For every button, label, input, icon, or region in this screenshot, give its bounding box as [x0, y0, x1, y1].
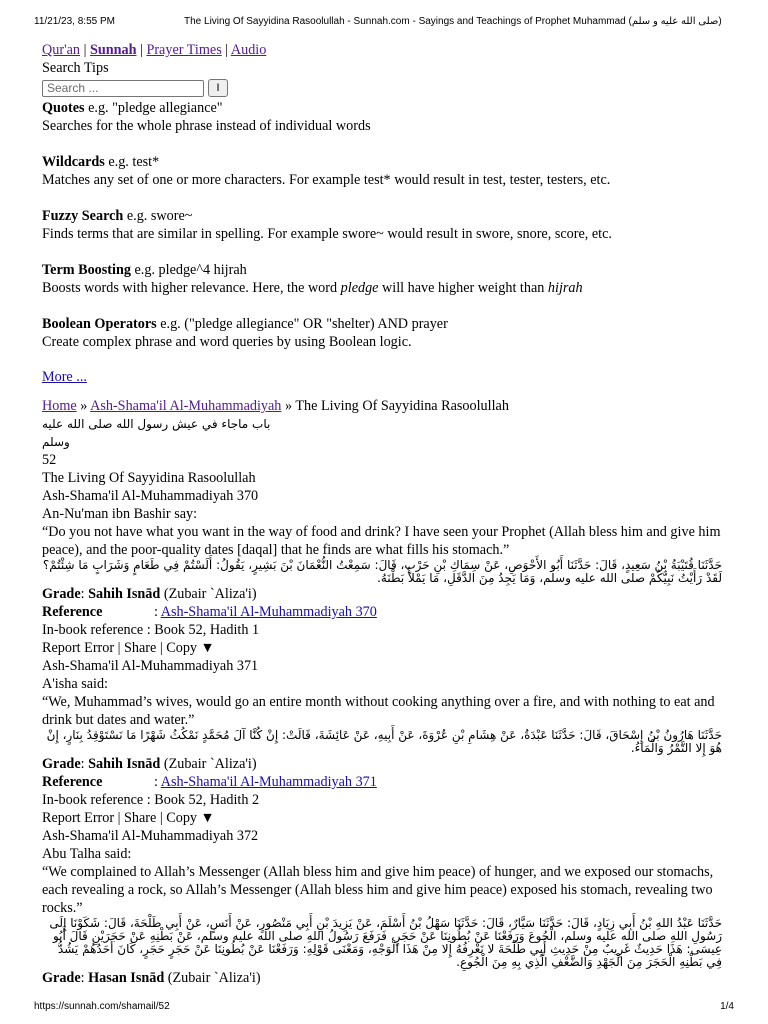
page-content — [42, 41, 722, 987]
hadith-narrator: A'isha said: — [42, 676, 108, 692]
breadcrumb-separator: » — [80, 398, 88, 414]
tip-name: Fuzzy Search — [42, 208, 124, 224]
search-tips-label: Search Tips — [42, 60, 109, 76]
tip-description: Finds terms that are similar in spelling. For example swore~ would result in swore, snore, score, etc. — [42, 226, 612, 242]
tip-boolean-operators — [42, 315, 722, 333]
hadith-ref-title: Ash-Shama'il Al-Muhammadiyah 370 — [42, 488, 259, 504]
tip-name: Term Boosting — [42, 262, 131, 278]
tip-description: Boosts words with higher relevance. Here, the word pledge will have higher weight than hijrah — [42, 280, 583, 296]
search-input[interactable] — [42, 80, 204, 97]
tip-example: e.g. swore~ — [126, 208, 193, 224]
breadcrumb-current: The Living Of Sayyidina Rasoolullah — [295, 398, 509, 414]
hadith-english-text: “We, Muhammad’s wives, would go an entire month without cooking anything over a fire, and with nothing to eat and drink but dates and water.” — [42, 694, 715, 728]
breadcrumb-collection[interactable]: Ash-Shama'il Al-Muhammadiyah — [90, 398, 282, 414]
hadith-english-text: “Do you not have what you want in the way of food and drink? I have seen your Prophet (Allah bless him and give him peace), and the poor-quality dates [daqal] that he finds are what fills his stomach.” — [42, 524, 721, 558]
breadcrumb — [42, 397, 722, 415]
hadith-english-text: “We complained to Allah’s Messenger (Allah bless him and give him peace) of hunger, and we exposed our stomachs, each revealing a rock, so Allah’s Messenger (Allah bless him and give him peace) exposed his stomach, revealing two rocks.” — [42, 864, 714, 916]
tip-example: e.g. ("pledge allegiance" OR "shelter) AND prayer — [160, 316, 448, 332]
tip-description: Create complex phrase and word queries by using Boolean logic. — [42, 334, 412, 350]
hadith-card — [42, 657, 722, 827]
hadith-reference: Reference : Ash-Shama'il Al-Muhammadiyah 370 — [42, 604, 377, 620]
search-button[interactable]: I — [208, 79, 228, 97]
print-url: https://sunnah.com/shamail/52 — [34, 1001, 170, 1012]
hadith-grade: Grade: Hasan Isnād (Zubair `Aliza'i) — [42, 970, 261, 986]
tip-example: e.g. pledge^4 hijrah — [134, 262, 247, 278]
tip-quotes — [42, 99, 722, 117]
chapter-number: 52 — [42, 452, 57, 468]
nav-link-quran[interactable]: Qur'an — [42, 42, 81, 58]
nav-link-sunnah[interactable]: Sunnah — [89, 42, 137, 58]
print-page-number: 1/4 — [720, 1001, 734, 1012]
chapter-title: The Living Of Sayyidina Rasoolullah — [42, 470, 256, 486]
hadith-arabic-text: حَدَّثَنَا عَبْدُ اللهِ بْنُ أَبِي زِيَادٍ، قَالَ: حَدَّثَنَا سَيَّارٌ، قَالَ: حَدَّثَنَا سَهْلُ بْنُ أَسْلَمَ، عَنْ يَزِيدَ بْنِ أَبِي مَنْصُورٍ، عَنْ أَنَسٍ، عَنْ أَبِي طَلْحَةَ، قَالَ: شَكَوْنَا إِلَى رَسُولِ اللهِ صلى الله عليه وسلم، الْجُوعَ وَرَفَعْنَا عَنْ بُطُونِنَا عَنْ حَجَرٍ، فَرَفَعَ رَسُولُ اللهِ صلى الله عليه وسلم، عَنْ بَطْنِهِ عَنْ حَجَرَيْنِ قَالَ أَبُو عِيسَى: هَذَا حَدِيثٌ غَرِيبٌ مِنْ حَدِيثِ أَبِي طَلْحَةَ لا نَعْرِفُهُ إِلا مِنْ هَذَا الْوَجْهِ، وَمَعْنَى قَوْلِهِ: وَرَفَعْنَا عَنْ بُطُونِنَا عَنْ حَجَرٍ حَجَرٍ، كَانَ أَحَدُهُمْ يَشُدُّ فِي بَطْنِهِ الْحَجَرَ مِنَ الْجَهْدِ وَالضَّعْفِ الَّذِي بِهِ مِنَ الْجُوعِ. — [49, 916, 722, 969]
hadith-actions[interactable]: Report Error | Share | Copy ▼ — [42, 640, 215, 656]
nav-separator: | — [225, 42, 229, 58]
hadith-card — [42, 487, 722, 657]
search-bar — [42, 77, 722, 99]
nav-separator: | — [83, 42, 87, 58]
tip-description: Matches any set of one or more characters. For example test* would result in test, tester, testers, etc. — [42, 172, 611, 188]
tip-name: Wildcards — [42, 154, 105, 170]
print-datetime: 11/21/23, 8:55 PM — [34, 16, 115, 27]
hadith-grade: Grade: Sahih Isnād (Zubair `Aliza'i) — [42, 586, 257, 602]
hadith-narrator: An-Nu'man ibn Bashir say: — [42, 506, 198, 522]
hadith-ref-title: Ash-Shama'il Al-Muhammadiyah 371 — [42, 658, 259, 674]
hadith-arabic-text: حَدَّثَنَا هَارُونُ بْنُ إِسْحَاقَ، قَالَ: حَدَّثَنَا عَبْدَةُ، عَنْ هِشَامِ بْنِ عُرْوَةَ، عَنْ أَبِيهِ، عَنْ عَائِشَةَ، قَالَتْ: إِنْ كُنَّا آلَ مُحَمَّدٍ نَمْكُثُ شَهْرًا مَا نَسْتَوْقِدُ بِنَارٍ، إِنْ هُوَ إِلا التَّمْرُ وَالْمَاءُ. — [46, 728, 722, 755]
tip-example: e.g. test* — [108, 154, 160, 170]
hadith-inbook-reference: In-book reference : Book 52, Hadith 2 — [42, 792, 260, 808]
tip-description: Searches for the whole phrase instead of individual words — [42, 118, 371, 134]
more-link[interactable]: More ... — [42, 369, 87, 385]
tip-name: Boolean Operators — [42, 316, 157, 332]
hadith-inbook-reference: In-book reference : Book 52, Hadith 1 — [42, 622, 260, 638]
nav-separator: | — [140, 42, 143, 58]
hadith-arabic-text: حَدَّثَنَا قُتَيْبَةُ بْنُ سَعِيدٍ، قَالَ: حَدَّثَنَا أَبُو الأَحْوَصِ، عَنْ سِمَاكِ بْنِ حَرْبٍ، قَالَ: سَمِعْتُ النُّعْمَانَ بْنَ بَشِيرٍ، يَقُولُ: أَلَسْتُمْ فِي طَعَامٍ وَشَرَابٍ مَا شِئْتُمْ؟ لَقَدْ رَأَيْتُ نَبِيَّكُمْ صلى الله عليه وسلم، وَمَا يَجِدُ مِنَ الدَّقَلِ، مَا يَمْلأُ بَطْنَهُ. — [42, 558, 722, 585]
tip-name: Quotes — [42, 100, 85, 116]
breadcrumb-separator: » — [284, 398, 293, 414]
hadith-grade: Grade: Sahih Isnād (Zubair `Aliza'i) — [42, 756, 257, 772]
hadith-card — [42, 827, 722, 987]
hadith-reference: Reference : Ash-Shama'il Al-Muhammadiyah 371 — [42, 774, 377, 790]
print-header — [34, 16, 734, 30]
tip-example: e.g. "pledge allegiance" — [88, 100, 223, 116]
print-footer — [34, 1001, 734, 1015]
print-page-title: The Living Of Sayyidina Rasoolullah - Sunnah.com - Sayings and Teachings of Prophet Muhammad (صلى الله عليه و سلم) — [184, 16, 722, 27]
tip-term-boosting — [42, 261, 722, 279]
tip-wildcards — [42, 153, 722, 171]
hadith-ref-title: Ash-Shama'il Al-Muhammadiyah 372 — [42, 828, 259, 844]
nav-link-prayer-times[interactable]: Prayer Times — [146, 42, 222, 58]
hadith-narrator: Abu Talha said: — [42, 846, 132, 862]
chapter-arabic-title: باب ماجاء في عيش رسول الله صلى الله عليه وسلم — [42, 417, 271, 449]
top-nav — [42, 41, 722, 59]
hadith-actions[interactable]: Report Error | Share | Copy ▼ — [42, 810, 215, 826]
nav-link-audio[interactable]: Audio — [230, 42, 267, 58]
breadcrumb-home[interactable]: Home — [42, 398, 77, 414]
hadith-reference-link[interactable]: Ash-Shama'il Al-Muhammadiyah 370 — [160, 604, 377, 620]
hadith-reference-link[interactable]: Ash-Shama'il Al-Muhammadiyah 371 — [160, 774, 377, 790]
tip-fuzzy-search — [42, 207, 722, 225]
